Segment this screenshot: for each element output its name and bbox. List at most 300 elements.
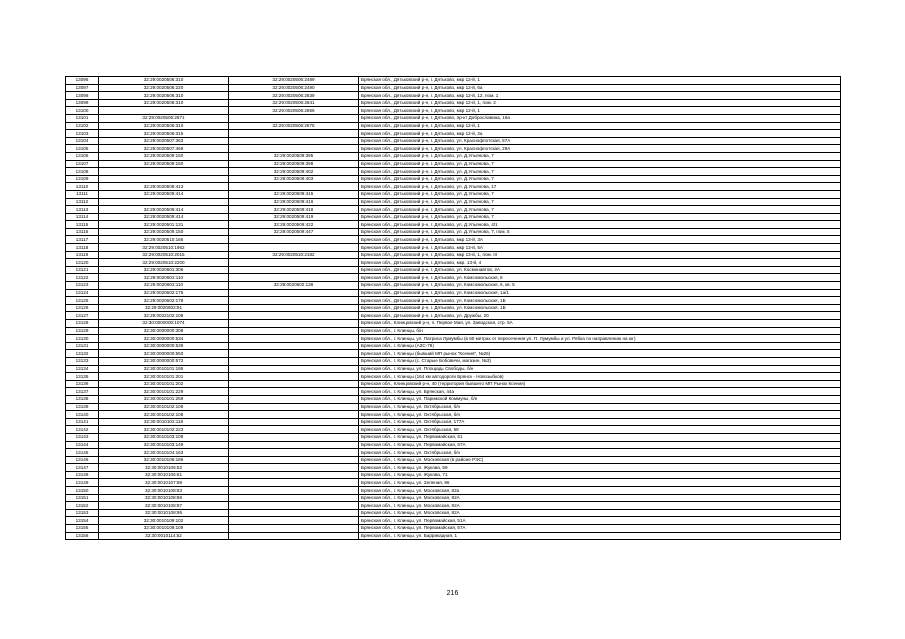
parent-cadastral-cell <box>229 183 359 191</box>
row-number-cell: 13151 <box>66 494 99 502</box>
address-cell: Брянская обл., Дятьковский р-н, г. Дятьково, мкр. 13-й, 4 <box>359 259 841 267</box>
cadastral-number-cell: 32:29:0020506:315 <box>99 130 229 138</box>
table-row <box>66 509 841 517</box>
address-cell: Брянская обл., Клинцовский р-н, 40 (территория бывшего МП Рынок Ксения) <box>359 380 841 388</box>
row-number-cell: 13111 <box>66 190 99 198</box>
cadastral-number-cell: 32:30:0000000:308 <box>99 327 229 335</box>
row-number-cell: 13104 <box>66 137 99 145</box>
row-number-cell: 13133 <box>66 357 99 365</box>
cadastral-number-cell: 32:29:0020506:310 <box>99 77 229 85</box>
address-cell: Брянская обл., Дятьковский р-н, г. Дятьково, ул. Д.Ульянова, 7 <box>359 198 841 206</box>
cadastral-number-cell: 32:29:0020509:150 <box>99 160 229 168</box>
cadastral-number-cell: 32:30:0010102:118 <box>99 418 229 426</box>
table-row <box>66 418 841 426</box>
parent-cadastral-cell: 32:29:0020509:447 <box>229 228 359 236</box>
parent-cadastral-cell <box>229 532 359 540</box>
table-row <box>66 266 841 274</box>
table-row <box>66 380 841 388</box>
cadastral-number-cell: 32:29:0020506:2871 <box>99 114 229 122</box>
parent-cadastral-cell <box>229 274 359 282</box>
row-number-cell: 13130 <box>66 335 99 343</box>
address-cell: Брянская обл., г. Клинцы, ул. Октябрьская, б/н <box>359 411 841 419</box>
cadastral-number-cell <box>99 198 229 206</box>
row-number-cell: 13146 <box>66 456 99 464</box>
table-row <box>66 251 841 259</box>
parent-cadastral-cell <box>229 357 359 365</box>
address-cell: Брянская обл., Дятьковский р-н, г. Дятьково, мкр 12-й, 1 <box>359 107 841 115</box>
parent-cadastral-cell: 32:29:0020506:2841 <box>229 99 359 107</box>
row-number-cell: 13099 <box>66 99 99 107</box>
row-number-cell: 13138 <box>66 395 99 403</box>
address-cell: Брянская обл., Дятьковский р-н, г. Дятьково, ул. Д.Ульянова, 7 <box>359 190 841 198</box>
parent-cadastral-cell <box>229 380 359 388</box>
parent-cadastral-cell <box>229 259 359 267</box>
parent-cadastral-cell <box>229 145 359 153</box>
cadastral-number-cell: 32:29:0020509:414 <box>99 206 229 214</box>
table-row <box>66 403 841 411</box>
row-number-cell: 13150 <box>66 487 99 495</box>
address-cell: Брянская обл., г. Клинцы, ул. Зеленая, 96 <box>359 479 841 487</box>
table-row <box>66 228 841 236</box>
row-number-cell: 13125 <box>66 297 99 305</box>
parent-cadastral-cell <box>229 297 359 305</box>
cadastral-number-cell: 32:29:0020506:220 <box>99 84 229 92</box>
address-cell: Брянская обл., Дятьковский р-н, г. Дятьково, ул. Д.Ульянова, 4/1 <box>359 221 841 229</box>
row-number-cell: 13154 <box>66 517 99 525</box>
address-cell: Брянская обл., Дятьковский р-н, г. Дятьково, мкр 12-й, 1, пом. 2 <box>359 99 841 107</box>
address-cell: Брянская обл., г. Клинцы (с. Старые Бобовичи, магазин, №3) <box>359 357 841 365</box>
cadastral-number-cell: 32:29:0020507:469 <box>99 145 229 153</box>
cadastral-number-cell: 32:29:0020509:150 <box>99 152 229 160</box>
row-number-cell: 13117 <box>66 236 99 244</box>
address-cell: Брянская обл., Дятьковский р-н, г. Дятьково, ул. Космонавтов, 2А <box>359 266 841 274</box>
row-number-cell: 13122 <box>66 274 99 282</box>
parent-cadastral-cell <box>229 137 359 145</box>
parent-cadastral-cell <box>229 312 359 320</box>
address-cell: Брянская обл., Дятьковский р-н, г. Дятьково, ул. Д.Ульянова, 7, пом. 5 <box>359 228 841 236</box>
table-row <box>66 426 841 434</box>
table-row <box>66 145 841 153</box>
cadastral-number-cell: 32:29:0020602:175 <box>99 289 229 297</box>
address-cell: Брянская обл., Дятьковский р-н, г. Дятьково, ул. Д.Ульянова, 7 <box>359 213 841 221</box>
cadastral-number-cell: 32:30:0010104:163 <box>99 449 229 457</box>
cadastral-number-cell: 32:29:0022102:108 <box>99 312 229 320</box>
address-cell: Брянская обл., Дятьковский р-н, г. Дятьково, ул. Краснофлотская, 29А <box>359 145 841 153</box>
table-row <box>66 456 841 464</box>
parent-cadastral-cell <box>229 418 359 426</box>
table-row <box>66 517 841 525</box>
table-row <box>66 494 841 502</box>
cadastral-number-cell <box>99 107 229 115</box>
page-number: 216 <box>446 590 459 597</box>
row-number-cell: 13114 <box>66 213 99 221</box>
parent-cadastral-cell: 32:29:0020509:395 <box>229 152 359 160</box>
row-number-cell: 13142 <box>66 426 99 434</box>
row-number-cell: 13155 <box>66 525 99 533</box>
address-cell: Брянская обл., г. Клинцы, ул. Патриса Лумумбы (в 60 метрах от пересечения ул. П. Лумумбы и ул. Рябка по направлению на юг) <box>359 335 841 343</box>
cadastral-number-cell: 32:30:0000000:539 <box>99 342 229 350</box>
address-cell: Брянская обл., г. Клинцы, ул. Брянская, 44а <box>359 388 841 396</box>
parent-cadastral-cell <box>229 236 359 244</box>
cadastral-number-cell: 32:29:0020509:414 <box>99 190 229 198</box>
parent-cadastral-cell <box>229 335 359 343</box>
cadastral-number-cell: 32:30:0010107:98 <box>99 479 229 487</box>
row-number-cell: 13149 <box>66 479 99 487</box>
table-row <box>66 137 841 145</box>
table-row <box>66 433 841 441</box>
table-row <box>66 304 841 312</box>
table-row <box>66 365 841 373</box>
row-number-cell: 13123 <box>66 282 99 290</box>
parent-cadastral-cell <box>229 327 359 335</box>
table-row <box>66 198 841 206</box>
table-row <box>66 532 841 540</box>
table-row <box>66 206 841 214</box>
cadastral-number-cell: 32:30:0010103:108 <box>99 433 229 441</box>
parent-cadastral-cell: 32:29:0020506:2839 <box>229 92 359 100</box>
address-cell: Брянская обл., г. Клинцы (АЗС-78) <box>359 342 841 350</box>
row-number-cell: 13140 <box>66 411 99 419</box>
table-row <box>66 471 841 479</box>
row-number-cell: 13121 <box>66 266 99 274</box>
table-row <box>66 441 841 449</box>
parent-cadastral-cell: 32:29:0020509:402 <box>229 168 359 176</box>
table-row <box>66 190 841 198</box>
cadastral-number-cell: 32:29:0020601:306 <box>99 266 229 274</box>
address-cell: Брянская обл., Дятьковский р-н, г. Дятьково, ул. Д.Ульянова, 17 <box>359 183 841 191</box>
cadastral-number-cell: 32:29:0020602:110 <box>99 274 229 282</box>
cadastral-number-cell: 32:30:0010106:186 <box>99 456 229 464</box>
table-row <box>66 320 841 328</box>
cadastral-number-cell: 32:30:0000000:550 <box>99 350 229 358</box>
table-row <box>66 274 841 282</box>
parent-cadastral-cell <box>229 426 359 434</box>
cadastral-number-cell: 32:29:0020510:2015 <box>99 251 229 259</box>
address-cell: Брянская обл., Дятьковский р-н, г. Дятьково, ул. Д.Ульянова, 7 <box>359 160 841 168</box>
parent-cadastral-cell <box>229 130 359 138</box>
row-number-cell: 13113 <box>66 206 99 214</box>
row-number-cell: 13096 <box>66 77 99 85</box>
address-cell: Брянская обл., г. Клинцы, ул. Первомайская, 51 <box>359 433 841 441</box>
cadastral-number-cell: 32:30:0010103:149 <box>99 441 229 449</box>
parent-cadastral-cell <box>229 433 359 441</box>
cadastral-number-cell <box>99 168 229 176</box>
address-cell: Брянская обл., Дятьковский р-н, г. Дятьково, пр-кт Доброславина, 16а <box>359 114 841 122</box>
table-row <box>66 411 841 419</box>
table-row <box>66 388 841 396</box>
address-cell: Брянская обл., г. Клинцы, ул. Площадь Свободы, б/н <box>359 365 841 373</box>
table-row <box>66 357 841 365</box>
parent-cadastral-cell <box>229 388 359 396</box>
row-number-cell: 13156 <box>66 532 99 540</box>
address-cell: Брянская обл., Дятьковский р-н, г. Дятьково, ул. Комсомольская, 1а/1 <box>359 289 841 297</box>
table-row <box>66 175 841 183</box>
cadastral-number-cell: 32:30:0010108:83 <box>99 487 229 495</box>
address-cell: Брянская обл., г. Клинцы, ул. Баррикадная, 1 <box>359 532 841 540</box>
parent-cadastral-cell <box>229 509 359 517</box>
table-row <box>66 152 841 160</box>
table-row <box>66 464 841 472</box>
cadastral-number-cell: 32:30:0010108:87 <box>99 502 229 510</box>
row-number-cell: 13136 <box>66 380 99 388</box>
row-number-cell: 13116 <box>66 228 99 236</box>
table-row <box>66 114 841 122</box>
row-number-cell: 13134 <box>66 365 99 373</box>
cadastral-number-cell: 32:30:0010109:109 <box>99 525 229 533</box>
address-cell: Брянская обл., Дятьковский р-н, г. Дятьково, ул. Д.Ульянова, 7 <box>359 168 841 176</box>
address-cell: Брянская обл., Дятьковский р-н, г. Дятьково, ул. Д.Ульянова, 7 <box>359 175 841 183</box>
row-number-cell: 13152 <box>66 502 99 510</box>
cadastral-number-cell: 32:30:0010108:86 <box>99 494 229 502</box>
table-row <box>66 122 841 130</box>
parent-cadastral-cell <box>229 395 359 403</box>
address-cell: Брянская обл., г. Клинцы, ул. Первомайская, 51А <box>359 517 841 525</box>
address-cell: Брянская обл., г. Клинцы, ул. Московская, 82а <box>359 487 841 495</box>
cadastral-number-cell: 32:30:0010108:95 <box>99 509 229 517</box>
table-row <box>66 342 841 350</box>
row-number-cell: 13108 <box>66 168 99 176</box>
cadastral-number-cell <box>99 175 229 183</box>
parent-cadastral-cell <box>229 320 359 328</box>
table-row <box>66 236 841 244</box>
table-row <box>66 84 841 92</box>
table-row <box>66 92 841 100</box>
address-cell: Брянская обл., Дятьковский р-н, г. Дятьково, мкр 13-й, 1, пом. III <box>359 251 841 259</box>
parent-cadastral-cell <box>229 244 359 252</box>
row-number-cell: 13119 <box>66 251 99 259</box>
address-cell: Брянская обл., г. Клинцы, ул. Октябрьская, 68 <box>359 426 841 434</box>
row-number-cell: 13147 <box>66 464 99 472</box>
parent-cadastral-cell <box>229 494 359 502</box>
parent-cadastral-cell <box>229 114 359 122</box>
parent-cadastral-cell: 32:29:0020509:416 <box>229 198 359 206</box>
address-cell: Брянская обл., г. Клинцы, ул. Октябрьская, б/н <box>359 403 841 411</box>
parent-cadastral-cell <box>229 464 359 472</box>
row-number-cell: 13124 <box>66 289 99 297</box>
table-row <box>66 99 841 107</box>
row-number-cell: 13143 <box>66 433 99 441</box>
table-row <box>66 479 841 487</box>
row-number-cell: 13109 <box>66 175 99 183</box>
row-number-cell: 13128 <box>66 320 99 328</box>
address-cell: Брянская обл., Дятьковский р-н, г. Дятьково, ул. Краснофлотская, 57А <box>359 137 841 145</box>
parent-cadastral-cell: 32:29:0020602:136 <box>229 282 359 290</box>
table-row <box>66 525 841 533</box>
cadastral-number-cell: 32:30:0010102:108 <box>99 411 229 419</box>
table-row <box>66 289 841 297</box>
parent-cadastral-cell <box>229 441 359 449</box>
cadastral-number-cell: 32:29:0020510:2200 <box>99 259 229 267</box>
cadastral-number-cell: 32:30:0010109:102 <box>99 517 229 525</box>
address-cell: Брянская обл., г. Клинцы, ул. Жукова, 71 <box>359 471 841 479</box>
parent-cadastral-cell <box>229 403 359 411</box>
parent-cadastral-cell <box>229 502 359 510</box>
parent-cadastral-cell <box>229 266 359 274</box>
table-row <box>66 259 841 267</box>
address-cell: Брянская обл., Дятьковский р-н, г. Дятьково, мкр 12-й, 2а <box>359 130 841 138</box>
parent-cadastral-cell <box>229 411 359 419</box>
row-number-cell: 13105 <box>66 145 99 153</box>
row-number-cell: 13120 <box>66 259 99 267</box>
address-cell: Брянская обл., г. Клинцы, ул. Октябрьская, 177А <box>359 418 841 426</box>
table-row <box>66 502 841 510</box>
registry-table <box>65 76 841 540</box>
row-number-cell: 13097 <box>66 84 99 92</box>
row-number-cell: 13148 <box>66 471 99 479</box>
parent-cadastral-cell <box>229 342 359 350</box>
cadastral-number-cell: 32:30:0010102:223 <box>99 426 229 434</box>
parent-cadastral-cell <box>229 350 359 358</box>
cadastral-number-cell: 32:29:0020509:414 <box>99 213 229 221</box>
address-cell: Брянская обл., Дятьковский р-н, г. Дятьково, ул. Комсомольская, 1Б <box>359 304 841 312</box>
row-number-cell: 13153 <box>66 509 99 517</box>
table-row <box>66 297 841 305</box>
parent-cadastral-cell: 32:29:0020509:422 <box>229 221 359 229</box>
row-number-cell: 13103 <box>66 130 99 138</box>
row-number-cell: 13115 <box>66 221 99 229</box>
row-number-cell: 13118 <box>66 244 99 252</box>
table-row <box>66 183 841 191</box>
row-number-cell: 13112 <box>66 198 99 206</box>
address-cell: Брянская обл., Дятьковский р-н, г. Дятьково, мкр 13-й, 5А <box>359 244 841 252</box>
address-cell: Брянская обл., г. Клинцы (164 км автодороги Брянск - Новозыбков) <box>359 373 841 381</box>
table-row <box>66 327 841 335</box>
table-row <box>66 487 841 495</box>
parent-cadastral-cell <box>229 449 359 457</box>
table-row <box>66 244 841 252</box>
cadastral-number-cell: 32:29:0020506:310 <box>99 92 229 100</box>
table-row <box>66 221 841 229</box>
parent-cadastral-cell: 32:29:0020506:2490 <box>229 84 359 92</box>
parent-cadastral-cell: 32:29:0020509:419 <box>229 213 359 221</box>
address-cell: Брянская обл., г. Клинцы, ул. Первомайская, 57А <box>359 441 841 449</box>
address-cell: Брянская обл., Дятьковский р-н, г. Дятьково, ул. Комсомольская, 1Б <box>359 297 841 305</box>
row-number-cell: 13132 <box>66 350 99 358</box>
parent-cadastral-cell <box>229 373 359 381</box>
parent-cadastral-cell <box>229 471 359 479</box>
cadastral-number-cell: 32:29:0020506:310 <box>99 99 229 107</box>
table-row <box>66 282 841 290</box>
row-number-cell: 13102 <box>66 122 99 130</box>
parent-cadastral-cell: 32:29:0020506:2489 <box>229 77 359 85</box>
parent-cadastral-cell <box>229 487 359 495</box>
cadastral-number-cell: 32:29:0020509:413 <box>99 183 229 191</box>
cadastral-number-cell: 32:30:0000000:534 <box>99 335 229 343</box>
cadastral-number-cell: 32:29:0020506:310 <box>99 122 229 130</box>
row-number-cell: 13100 <box>66 107 99 115</box>
row-number-cell: 13145 <box>66 449 99 457</box>
row-number-cell: 13141 <box>66 418 99 426</box>
address-cell: Брянская обл., г. Клинцы, ул. Жукова, 59 <box>359 464 841 472</box>
registry-table-body <box>66 77 841 540</box>
row-number-cell: 13126 <box>66 304 99 312</box>
row-number-cell: 13106 <box>66 152 99 160</box>
table-row <box>66 168 841 176</box>
parent-cadastral-cell: 32:29:0020510:2182 <box>229 251 359 259</box>
address-cell: Брянская обл., г. Клинцы, ул. Парижской Коммуны, б/н <box>359 395 841 403</box>
row-number-cell: 13101 <box>66 114 99 122</box>
table-row <box>66 373 841 381</box>
parent-cadastral-cell <box>229 517 359 525</box>
table-row <box>66 312 841 320</box>
address-cell: Брянская обл., Дятьковский р-н, г. Дятьково, мкр 12-й, 6а <box>359 84 841 92</box>
address-cell: Брянская обл., Дятьковский р-н, г. Дятьково, мкр 12-й, 1 <box>359 122 841 130</box>
cadastral-number-cell: 32:30:0000000:572 <box>99 357 229 365</box>
cadastral-number-cell: 32:29:0020602:91 <box>99 304 229 312</box>
cadastral-number-cell: 32:29:0020501:131 <box>99 221 229 229</box>
cadastral-number-cell: 32:30:0010101:195 <box>99 365 229 373</box>
cadastral-number-cell: 32:29:0020602:178 <box>99 297 229 305</box>
address-cell: Брянская обл., Дятьковский р-н, г. Дятьково, мкр 12-й, 12, пом. 1 <box>359 92 841 100</box>
address-cell: Брянская обл., Дятьковский р-н, г. Дятьково, ул. Д.Ульянова, 7 <box>359 152 841 160</box>
table-row <box>66 350 841 358</box>
cadastral-number-cell: 32:29:0020507:363 <box>99 137 229 145</box>
address-cell: Брянская обл., г. Клинцы, ул. Первомайская, 57А <box>359 525 841 533</box>
table-row <box>66 335 841 343</box>
address-cell: Брянская обл., г. Клинцы, ул. Московская, 82А <box>359 494 841 502</box>
cadastral-number-cell: 32:29:0020510:166 <box>99 236 229 244</box>
cadastral-number-cell: 32:30:0010114:52 <box>99 532 229 540</box>
address-cell: Брянская обл., г. Клинцы, ул. Московская (в районе РЭС) <box>359 456 841 464</box>
table-row <box>66 395 841 403</box>
parent-cadastral-cell: 32:29:0020509:398 <box>229 160 359 168</box>
table-row <box>66 213 841 221</box>
row-number-cell: 13127 <box>66 312 99 320</box>
address-cell: Брянская обл., Дятьковский р-н, г. Дятьково, ул. Д.Ульянова, 7 <box>359 206 841 214</box>
row-number-cell: 13144 <box>66 441 99 449</box>
parent-cadastral-cell: 32:29:0020506:2866 <box>229 107 359 115</box>
parent-cadastral-cell: 32:29:0020509:403 <box>229 175 359 183</box>
cadastral-number-cell: 32:29:0020510:1962 <box>99 244 229 252</box>
parent-cadastral-cell: 32:29:0020506:2875 <box>229 122 359 130</box>
address-cell: Брянская обл., г. Клинцы, ул. Московская, 82А <box>359 509 841 517</box>
cadastral-number-cell: 32:30:0010102:106 <box>99 403 229 411</box>
row-number-cell: 13137 <box>66 388 99 396</box>
row-number-cell: 13110 <box>66 183 99 191</box>
parent-cadastral-cell <box>229 304 359 312</box>
address-cell: Брянская обл., г. Клинцы, ул. Октябрьская, б/н <box>359 449 841 457</box>
parent-cadastral-cell <box>229 289 359 297</box>
address-cell: Брянская обл., Дятьковский р-н, г. Дятьково, ул. Дружбы, 20 <box>359 312 841 320</box>
address-cell: Брянская обл., г. Клинцы, б/н <box>359 327 841 335</box>
cadastral-number-cell: 32:30:0010101:201 <box>99 373 229 381</box>
table-row <box>66 77 841 85</box>
registry-table-container <box>65 76 841 540</box>
address-cell: Брянская обл., Клинцовский р-н, п. Первое Мая, ул. Заводская, стр. 5А <box>359 320 841 328</box>
row-number-cell: 13135 <box>66 373 99 381</box>
parent-cadastral-cell <box>229 456 359 464</box>
address-cell: Брянская обл., г. Клинцы, ул. Московская, 82А <box>359 502 841 510</box>
row-number-cell: 13129 <box>66 327 99 335</box>
row-number-cell: 13139 <box>66 403 99 411</box>
parent-cadastral-cell <box>229 365 359 373</box>
cadastral-number-cell: 32:30:0010101:229 <box>99 388 229 396</box>
parent-cadastral-cell <box>229 525 359 533</box>
address-cell: Брянская обл., Дятьковский р-н, г. Дятьково, ул. Комсомольская, 6 <box>359 274 841 282</box>
table-row <box>66 449 841 457</box>
cadastral-number-cell: 32:29:0020509:150 <box>99 228 229 236</box>
table-row <box>66 107 841 115</box>
parent-cadastral-cell: 32:29:0020509:418 <box>229 206 359 214</box>
row-number-cell: 13131 <box>66 342 99 350</box>
cadastral-number-cell: 32:30:0010101:259 <box>99 395 229 403</box>
cadastral-number-cell: 32:29:0020602:110 <box>99 282 229 290</box>
cadastral-number-cell: 32:30:0000000:1074 <box>99 320 229 328</box>
table-row <box>66 160 841 168</box>
cadastral-number-cell: 32:30:0010101:202 <box>99 380 229 388</box>
cadastral-number-cell: 32:30:0010106:61 <box>99 471 229 479</box>
address-cell: Брянская обл., Дятьковский р-н, г. Дятьково, мкр 13-й, 3А <box>359 236 841 244</box>
